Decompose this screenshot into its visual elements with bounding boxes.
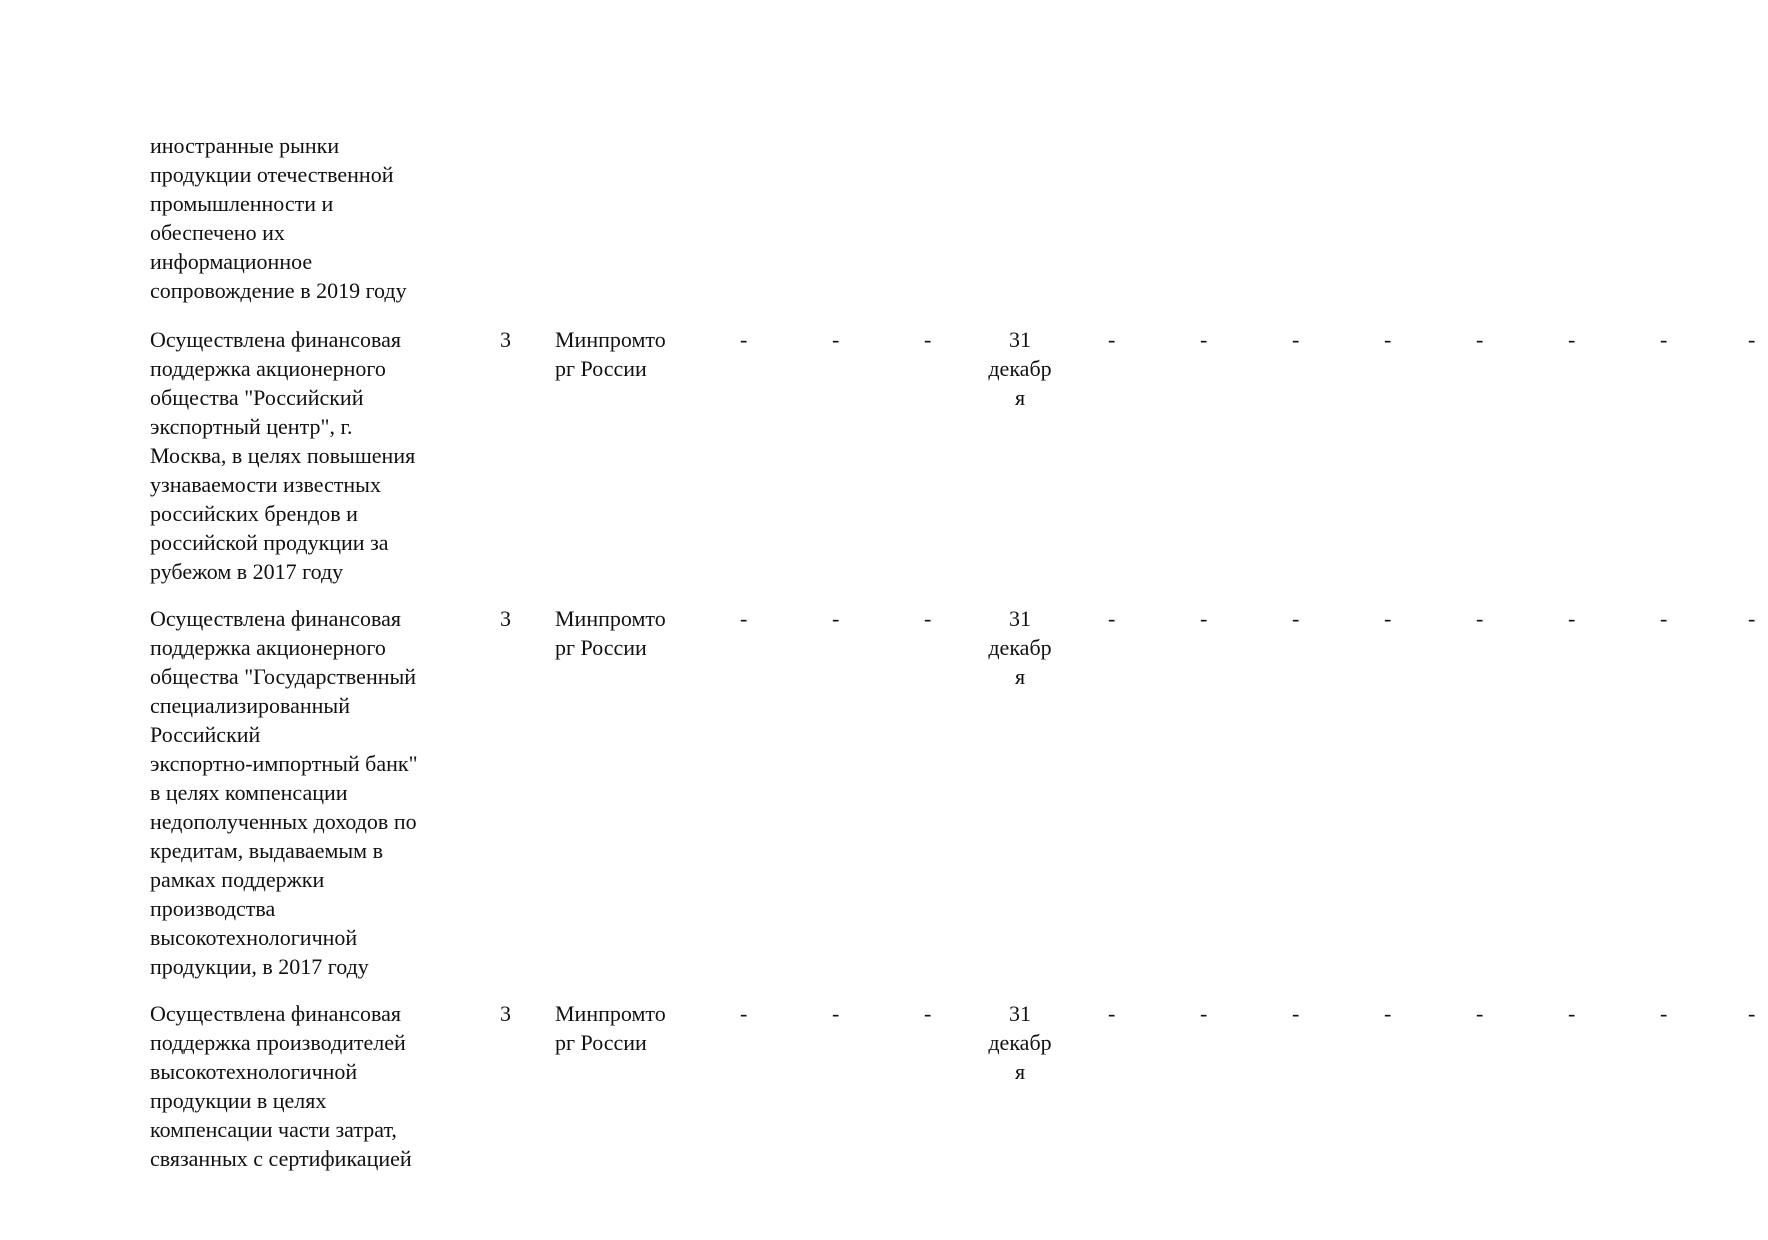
row-dash: - xyxy=(1384,327,1392,352)
row-dash: - xyxy=(740,327,748,352)
row-number: 3 xyxy=(500,606,511,631)
row-description: Осуществлена финансовая поддержка акционерного общества "Российский экспортный центр", г. Москва, в целях повышения узнаваемости известных российских брендов и российской продукции за рубежом в 2017 году xyxy=(150,327,416,584)
row-dash: - xyxy=(1476,606,1484,631)
row-date: 31 декабр я xyxy=(988,1001,1052,1084)
row-dash: - xyxy=(832,1001,840,1026)
row-dash: - xyxy=(1748,327,1756,352)
continued-text: иностранные рынки продукции отечественной промышленности и обеспечено их информационное сопровождение в 2019 году xyxy=(150,133,407,303)
row-dash: - xyxy=(1748,606,1756,631)
row-dash: - xyxy=(1384,1001,1392,1026)
row-dash: - xyxy=(924,327,932,352)
row-dash: - xyxy=(1108,606,1116,631)
row-dash: - xyxy=(1476,327,1484,352)
row-dash: - xyxy=(1748,1001,1756,1026)
row-dash: - xyxy=(740,606,748,631)
row-responsible: Минпромто рг России xyxy=(555,327,666,381)
row-dash: - xyxy=(740,1001,748,1026)
row-dash: - xyxy=(832,327,840,352)
row-date: 31 декабр я xyxy=(988,606,1052,689)
row-dash: - xyxy=(1292,1001,1300,1026)
row-dash: - xyxy=(1200,327,1208,352)
row-dash: - xyxy=(1568,327,1576,352)
row-dash: - xyxy=(1292,327,1300,352)
row-dash: - xyxy=(1568,606,1576,631)
row-number: 3 xyxy=(500,327,511,352)
row-dash: - xyxy=(1108,327,1116,352)
row-number: 3 xyxy=(500,1001,511,1026)
row-dash: - xyxy=(832,606,840,631)
row-dash: - xyxy=(1660,327,1668,352)
row-description: Осуществлена финансовая поддержка производителей высокотехнологичной продукции в целях компенсации части затрат, связанных с сертификацией xyxy=(150,1001,412,1171)
row-dash: - xyxy=(1476,1001,1484,1026)
row-dash: - xyxy=(1200,606,1208,631)
row-responsible: Минпромто рг России xyxy=(555,606,666,660)
row-dash: - xyxy=(1200,1001,1208,1026)
row-dash: - xyxy=(1660,1001,1668,1026)
row-dash: - xyxy=(1660,606,1668,631)
row-responsible: Минпромто рг России xyxy=(555,1001,666,1055)
row-dash: - xyxy=(1384,606,1392,631)
row-dash: - xyxy=(924,1001,932,1026)
row-dash: - xyxy=(1568,1001,1576,1026)
row-date: 31 декабр я xyxy=(988,327,1052,410)
row-description: Осуществлена финансовая поддержка акционерного общества "Государственный специализированный Российский экспортно-импортный банк" в целях компенсации недополученных доходов по кредитам, выдаваемым в рамках поддержки производства высокотехнологичной продукции, в 2017 году xyxy=(150,606,418,979)
row-dash: - xyxy=(1108,1001,1116,1026)
row-dash: - xyxy=(924,606,932,631)
row-dash: - xyxy=(1292,606,1300,631)
